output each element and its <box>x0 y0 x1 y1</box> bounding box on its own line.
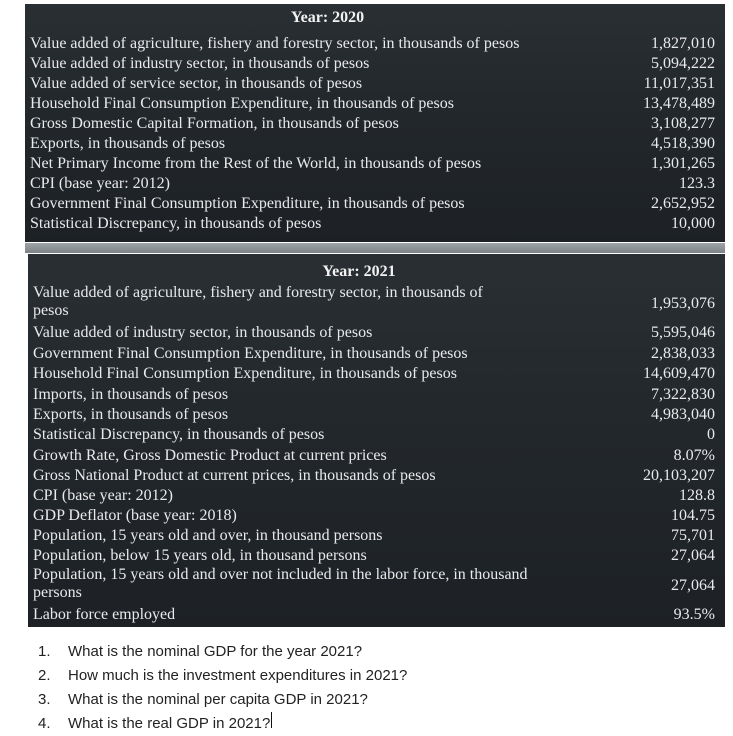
row-label: Household Final Consumption Expenditure, in thousands of pesos <box>30 95 454 112</box>
question-list <box>38 640 718 736</box>
question-number: 3. <box>38 691 51 708</box>
question-number: 1. <box>38 643 51 660</box>
row-label: Value added of service sector, in thousands of pesos <box>30 75 363 92</box>
row-value: 11,017,351 <box>643 75 715 92</box>
table-row <box>33 284 715 324</box>
list-item <box>38 640 718 664</box>
question-text: What is the nominal per capita GDP in 2021? <box>68 691 368 708</box>
row-value: 2,652,952 <box>651 195 715 212</box>
row-value: 8.07% <box>673 447 715 464</box>
row-value: 93.5% <box>673 606 715 623</box>
row-value: 3,108,277 <box>651 115 715 132</box>
row-value: 10,000 <box>671 215 715 232</box>
row-label: Growth Rate, Gross Domestic Product at current prices <box>33 447 387 464</box>
row-label: Labor force employed <box>33 606 176 623</box>
row-value: 75,701 <box>671 527 715 544</box>
row-label: GDP Deflator (base year: 2018) <box>33 507 237 524</box>
row-label: Statistical Discrepancy, in thousands of pesos <box>33 426 325 443</box>
year-2021-title: Year: 2021 <box>322 263 396 280</box>
row-label: Government Final Consumption Expenditure, in thousands of pesos <box>33 345 468 362</box>
row-label: Government Final Consumption Expenditure, in thousands of pesos <box>30 195 465 212</box>
row-label: Value added of agriculture, fishery and forestry sector, in thousands of pesos <box>30 35 520 52</box>
year-2020-title: Year: 2020 <box>290 9 365 26</box>
row-label: Exports, in thousands of pesos <box>33 406 229 423</box>
row-value: 104.75 <box>671 507 715 524</box>
row-value: 27,064 <box>671 547 715 564</box>
text-caret[interactable] <box>271 712 272 728</box>
row-value: 128.8 <box>679 487 715 504</box>
row-value: 0 <box>707 426 715 443</box>
row-value: 1,301,265 <box>651 155 715 172</box>
row-label: Value added of agriculture, fishery and forestry sector, in thousands of pesos <box>33 284 483 319</box>
question-text: What is the real GDP in 2021? <box>68 715 271 732</box>
row-value: 1,953,076 <box>651 295 715 312</box>
row-label: Value added of industry sector, in thousands of pesos <box>33 324 373 341</box>
row-value: 7,322,830 <box>651 386 715 403</box>
row-value: 13,478,489 <box>643 95 715 112</box>
row-value: 4,983,040 <box>651 406 715 423</box>
row-label: Gross National Product at current prices, in thousands of pesos <box>33 467 436 484</box>
row-value: 1,827,010 <box>651 35 715 52</box>
list-item <box>38 688 718 712</box>
row-value: 14,609,470 <box>643 365 715 382</box>
row-label: Household Final Consumption Expenditure, in thousands of pesos <box>33 365 457 382</box>
data-panel-2021 <box>28 254 725 627</box>
row-label: Population, 15 years old and over not included in the labor force, in thousand persons <box>33 566 528 601</box>
row-label: Gross Domestic Capital Formation, in thousands of pesos <box>30 115 399 132</box>
row-label: Net Primary Income from the Rest of the World, in thousands of pesos <box>30 155 482 172</box>
row-value: 2,838,033 <box>651 345 715 362</box>
question-text: What is the nominal GDP for the year 2021? <box>68 643 363 660</box>
question-number: 2. <box>38 667 51 684</box>
row-value: 123.3 <box>679 175 715 192</box>
row-label: Imports, in thousands of pesos <box>33 386 229 403</box>
row-value: 27,064 <box>671 577 715 594</box>
row-label: Population, 15 years old and over, in thousand persons <box>33 527 383 544</box>
row-label: Population, below 15 years old, in thousand persons <box>33 547 367 564</box>
row-label: Exports, in thousands of pesos <box>30 135 226 152</box>
row-label: CPI (base year: 2012) <box>33 487 173 504</box>
row-value: 5,595,046 <box>651 324 715 341</box>
question-text: How much is the investment expenditures in 2021? <box>68 667 408 684</box>
row-value: 4,518,390 <box>651 135 715 152</box>
row-label: Value added of industry sector, in thousands of pesos <box>30 55 370 72</box>
table-row <box>33 566 715 606</box>
row-value: 5,094,222 <box>651 55 715 72</box>
list-item <box>38 664 718 688</box>
row-label: Statistical Discrepancy, in thousands of pesos <box>30 215 322 232</box>
panel-divider <box>25 243 725 253</box>
row-value: 20,103,207 <box>643 467 715 484</box>
data-panel-2020 <box>25 4 725 242</box>
list-item <box>38 712 718 736</box>
question-number: 4. <box>38 715 51 732</box>
row-label: CPI (base year: 2012) <box>30 175 170 192</box>
